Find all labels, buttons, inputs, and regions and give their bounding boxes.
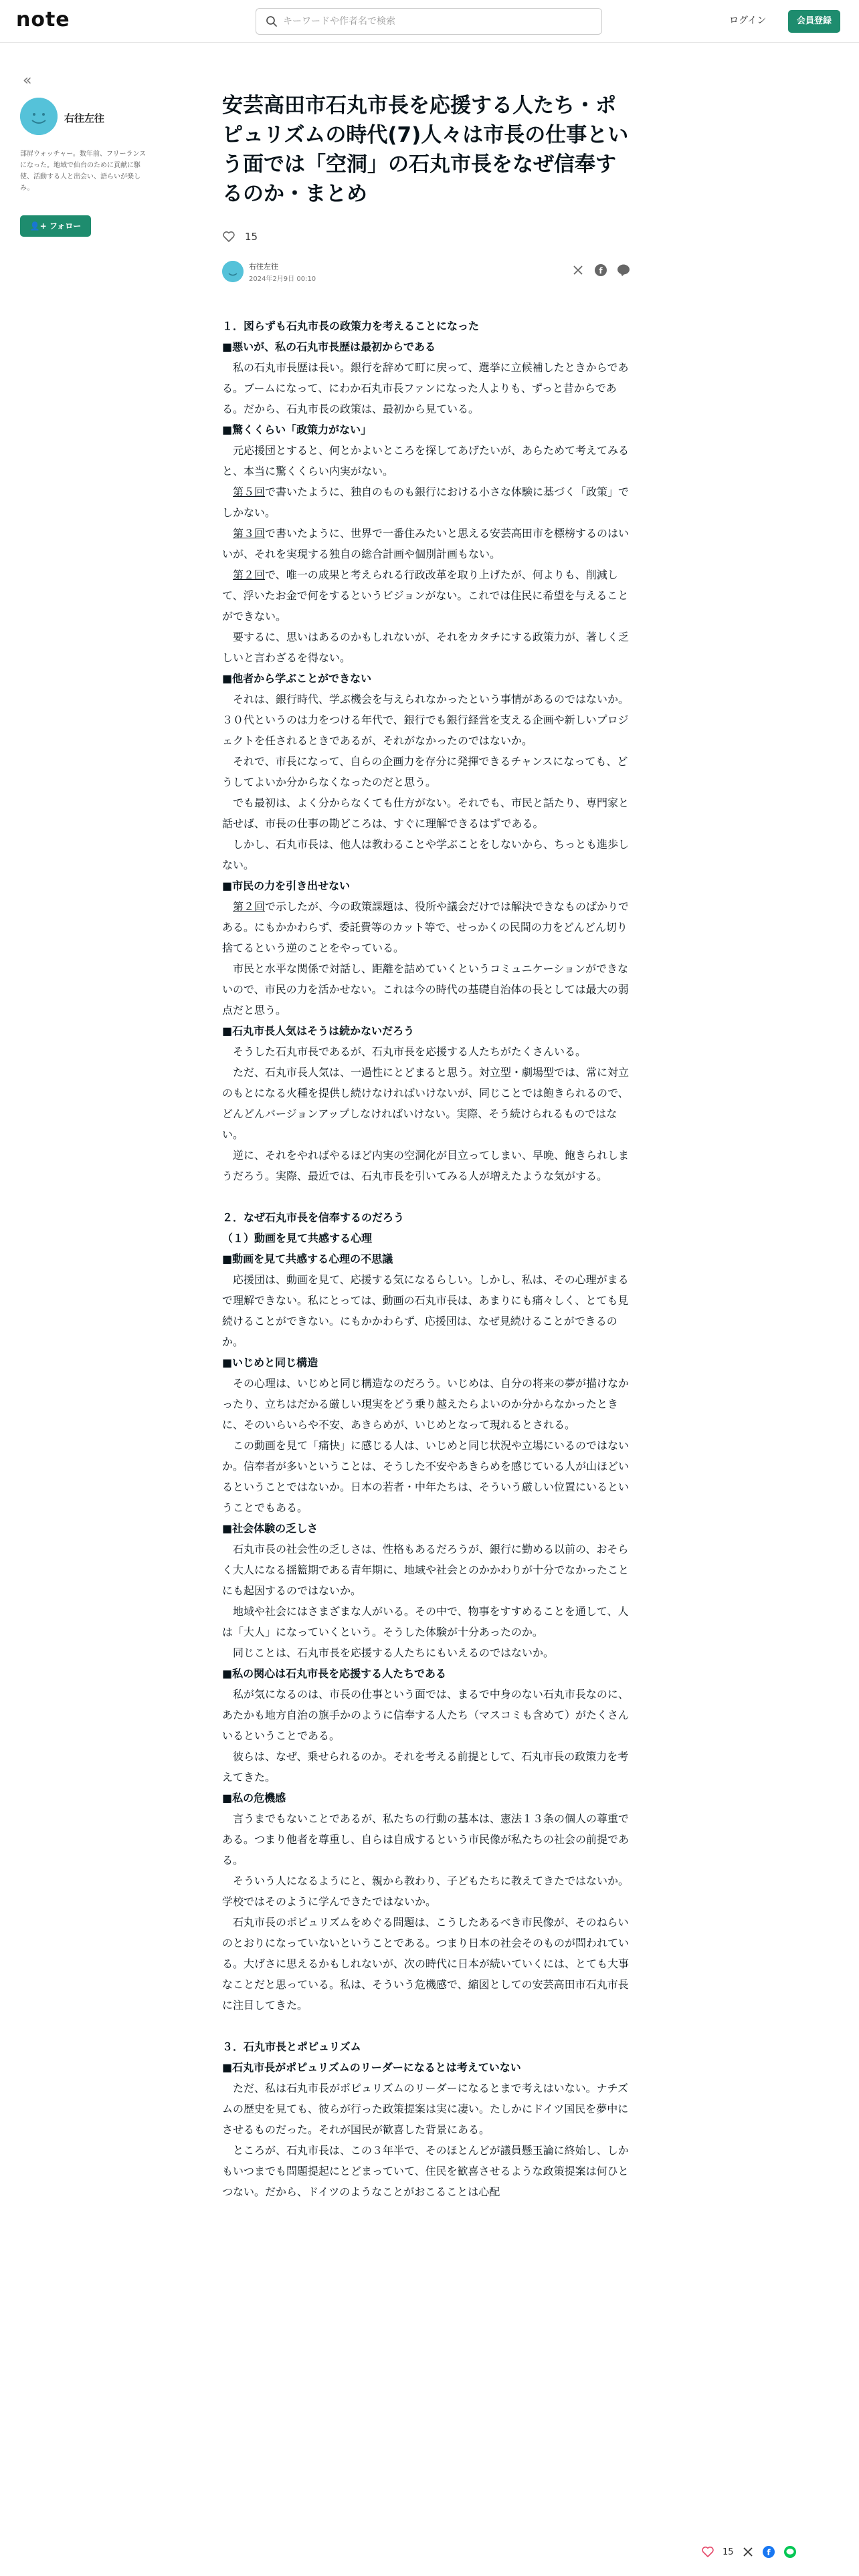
byline — [222, 259, 630, 286]
section-heading: ２．なぜ石丸市長を信奉するのだろう — [222, 1211, 405, 1224]
subsection-heading: ■石丸市長人気はそうは続かないだろう — [222, 1025, 415, 1037]
like-area[interactable] — [222, 229, 630, 245]
facebook-share-icon[interactable] — [594, 263, 607, 277]
subsection-heading: （１）動画を見て共感する心理 — [222, 1232, 373, 1245]
paragraph-text: 逆に、それをやればやるほど内実の空洞化が目立ってしまい、早晩、飽きられしまうだろう。実際、最近では、石丸市長を引いてみる人が増えたような気がする。 — [222, 1149, 630, 1182]
paragraph — [222, 1746, 630, 1788]
search-box[interactable] — [256, 8, 602, 35]
publish-date: 2024年2月9日 00:10 — [249, 276, 316, 283]
paragraph — [222, 2140, 630, 2202]
search-input[interactable] — [283, 9, 591, 34]
paragraph — [222, 1041, 630, 1062]
byline-author[interactable]: 右往左往 — [249, 262, 278, 271]
author-bio: 部屏ウォッチャー。数年前、フリーランスになった。地域で仙台のために貢献に駆使、活動する人と出会い、語らいが楽しみ。 — [20, 150, 147, 192]
login-link[interactable]: ログイン — [729, 15, 767, 26]
article-title: 安芸高田市石丸市長を応援する人たち・ポピュリズムの時代(7)人々は市長の仕事という面では「空洞」の石丸市長をなぜ信奉するのか・まとめ — [222, 94, 629, 206]
subsection-heading: ■私の危機感 — [222, 1792, 286, 1804]
paragraph — [222, 1808, 630, 1870]
float-line-icon[interactable] — [783, 2545, 797, 2559]
signup-button[interactable]: 会員登録 — [788, 10, 840, 33]
paragraph — [222, 357, 630, 419]
paragraph-text: 応援団は、動画を見て、応援する気になるらしい。しかし、私は、その心理がまるで理解できない。私にとっては、動画の石丸市長は、あまりにも痛々しく、とても見続けることができない。にもかかわらず、応援団は、なぜ見続けることができるのか。 — [222, 1273, 629, 1348]
float-x-icon[interactable] — [742, 2546, 754, 2558]
search-icon — [266, 15, 278, 27]
paragraph — [222, 2078, 630, 2140]
share-buttons — [571, 263, 630, 277]
svg-text:f: f — [599, 266, 603, 276]
paragraph-text: そうした石丸市長であるが、石丸市長を応援する人たちがたくさんいる。 — [233, 1045, 587, 1058]
subsection-heading: ■他者から学ぶことができない — [222, 672, 372, 685]
paragraph-text: 言うまでもないことであるが、私たちの行動の基本は、憲法１３条の個人の尊重である。つまり他者を尊重し、自らは自成するという市民像が私たちの社会の前提である。 — [222, 1812, 630, 1866]
float-facebook-icon[interactable] — [762, 2545, 775, 2559]
paragraph — [222, 1601, 630, 1642]
paragraph — [222, 564, 630, 627]
floating-action-bar — [701, 2540, 848, 2564]
subsection-heading: ■社会体験の乏しさ — [222, 1522, 318, 1535]
paragraph-text: 私の石丸市長歴は長い。銀行を辞めて町に戻って、選挙に立候補したときからである。ブームになって、にわか石丸市長ファンになった人よりも、ずっと昔からである。だから、石丸市長の政策は、最初から見ている。 — [222, 361, 629, 415]
line-share-icon[interactable] — [617, 263, 630, 277]
paragraph — [222, 689, 630, 751]
paragraph-text: 石丸市長のポピュリズムをめぐる問題は、こうしたあるべき市民像が、そのねらいのとおりになっていないということである。つまり日本の社会そのものが問われている。大げさに思えるかもしれないが、次の時代に日本が続いていくには、とても大事なことだと思っている。私は、そういう危機感で、縮図としての安芸高田市石丸市長に注目してきた。 — [222, 1916, 630, 2012]
paragraph — [222, 1145, 630, 1186]
paragraph — [222, 792, 630, 834]
paragraph-text: その心理は、いじめと同じ構造なのだろう。いじめは、自分の将来の夢が描けなかったり、立ちはだかる厳しい現実をどう乗り越えたらよいのか分からなかったときに、そのいらいらや不安、あきらめが、いじめとなって現れるとされる。 — [222, 1377, 630, 1431]
paragraph-text: それで、市長になって、自らの企画力を存分に発揮できるチャンスになっても、どうしてよいか分からなくなったのだと思う。 — [222, 755, 628, 788]
subsection-heading: ■私の関心は石丸市長を応援する人たちである — [222, 1667, 446, 1680]
paragraph — [222, 1912, 630, 2016]
article — [222, 91, 630, 2202]
article-link[interactable]: 第３回 — [233, 527, 266, 540]
paragraph-text: でも最初は、よく分からなくても仕方がない。それでも、市民と話たり、専門家と話せば、市長の仕事の勘どころは、すぐに理解できるはずである。 — [222, 796, 630, 830]
paragraph-text: 同じことは、石丸市長を応援する人たちにもいえるのではないか。 — [233, 1646, 555, 1659]
paragraph-text: ただ、石丸市長人気は、一過性にとどまると思う。対立型・劇場型では、常に対立のもとになる火種を提供し続けなければいけないが、同じことでは飽きられるので、どんどんバージョンアップしなければいけない。実際、そう続けられるものではない。 — [222, 1066, 630, 1141]
byline-avatar[interactable] — [222, 261, 244, 282]
paragraph-text: しかし、石丸市長は、他人は教わることや学ぶことをしないから、ちっとも進歩しない。 — [222, 838, 630, 871]
subsection-heading: ■いじめと同じ構造 — [222, 1356, 318, 1369]
paragraph — [222, 1062, 630, 1145]
paragraph-text: ただ、私は石丸市長がポピュリズムのリーダーになるとまで考えはいない。ナチズムの歴史を見ても、彼らが行った政策提案は実に凄い。たしかにドイツ国民を夢中にさせるものだった。それが国民が歓喜した背景にある。 — [222, 2082, 629, 2136]
paragraph-text: ところが、石丸市長は、この３年半で、そのほとんどが議員懸玉論に終始し、しかもいつまでも問題提起にとどまっていて、住民を歓喜させるような政策提案は何ひとつない。だから、ドイツのようなことがおこることは心配 — [222, 2144, 629, 2198]
follow-button[interactable] — [20, 215, 91, 237]
follow-label: フォロー — [49, 221, 82, 231]
subsection-heading: ■石丸市長がポピュリズムのリーダーになるとは考えていない — [222, 2061, 521, 2074]
paragraph-text: 彼らは、なぜ、乗せられるのか。それを考える前提として、石丸市長の政策力を考えてきた。 — [222, 1750, 629, 1784]
paragraph-text: 市民と水平な関係で対話し、距離を詰めていくというコミュニケーションができないので、市民の力を活かせない。これは今の時代の基礎自治体の長としては最大の弱点だと思う。 — [222, 962, 629, 1016]
paragraph-text: 私が気になるのは、市長の仕事という面では、まるで中身のない石丸市長なのに、あたかも地方自治の旗手かのように信奉する人たち（マスコミも含めて）がたくさんいるということである。 — [222, 1688, 630, 1742]
subsection-heading: ■動画を見て共感する心理の不思議 — [222, 1253, 393, 1265]
paragraph — [222, 1373, 630, 1435]
paragraph-text: そういう人になるようにと、親から教わり、子どもたちに教えてきたではないか。学校ではそのように学んできたではないか。 — [222, 1874, 630, 1908]
subsection-heading: ■市民の力を引き出せない — [222, 879, 351, 892]
paragraph — [222, 1435, 630, 1518]
top-navigation-bar — [0, 0, 859, 43]
paragraph-text: 要するに、思いはあるのかもしれないが、それをカタチにする政策力が、著しく乏しいと言わざるを得ない。 — [222, 631, 630, 664]
paragraph-text: 石丸市長の社会性の乏しさは、性格もあるだろうが、銀行に勤める以前の、おそらく大人になる揺籃期である青年期に、地域や社会とのかかわりが十分でなかったことにも起因するのではないか。 — [222, 1543, 630, 1597]
article-link[interactable]: 第５回 — [233, 486, 266, 498]
person-add-icon: 👤+ — [29, 221, 47, 231]
paragraph — [222, 958, 630, 1021]
subsection-heading: ■悪いが、私の石丸市長歴は最初からである — [222, 340, 436, 353]
paragraph — [222, 627, 630, 668]
note-logo[interactable]: note — [16, 8, 70, 31]
paragraph — [222, 440, 630, 481]
section-spacer — [222, 2016, 630, 2036]
paragraph — [222, 1642, 630, 1663]
paragraph-text: で書いたように、世界で一番住みたいと思える安芸高田市を標榜するのはいいが、それを実現する独自の総合計画や個別計画もない。 — [222, 527, 630, 560]
x-share-icon[interactable] — [571, 263, 585, 277]
section-heading: ３．石丸市長とポピュリズム — [222, 2040, 361, 2053]
float-like-count: 15 — [723, 2547, 734, 2557]
float-heart-icon[interactable] — [701, 2545, 714, 2559]
paragraph — [222, 834, 630, 875]
paragraph-text: で、唯一の成果と考えられる行政改革を取り上げたが、何よりも、削減して、浮いたお金で何をするというビジョンがない。これでは住民に希望を与えることができない。 — [222, 568, 629, 623]
article-link[interactable]: 第２回 — [233, 900, 266, 913]
paragraph — [222, 896, 630, 958]
like-count: 15 — [245, 231, 258, 243]
heart-icon[interactable] — [222, 230, 235, 243]
paragraph — [222, 1684, 630, 1746]
subsection-heading: ■驚くくらい「政策力がない」 — [222, 423, 372, 436]
article-body — [222, 316, 630, 2202]
paragraph-text: で示したが、今の政策課題は、役所や議会だけでは解決できなものばかりである。にもかかわらず、委託費等のカット等で、せっかくの民間の力をどんどん切り捨てるという逆のことをやっている。 — [222, 900, 630, 954]
paragraph-text: それは、銀行時代、学ぶ機会を与えられなかったという事情があるのではないか。３０代というのは力をつける年代で、銀行でも銀行経営を支える企画や新しいプロジェクトを任されるときであるが、それがなかったのではないか。 — [222, 693, 630, 747]
paragraph-text: 地域や社会にはさまざまな人がいる。その中で、物事をすすめることを通して、人は「大人」になっていくという。そうした体験が十分あったのか。 — [222, 1605, 629, 1638]
section-heading: １．図らずも石丸市長の政策力を考えることになった — [222, 320, 480, 332]
paragraph — [222, 1870, 630, 1912]
author-avatar[interactable] — [20, 98, 58, 135]
author-name[interactable]: 右往左往 — [64, 112, 105, 124]
paragraph-text: 元応援団とすると、何とかよいところを探してあげたいが、あらためて考えてみると、本当に驚くくらい内実がない。 — [222, 444, 630, 477]
paragraph — [222, 1269, 630, 1352]
paragraph-text: この動画を見て「痛快」に感じる人は、いじめと同じ状況や立場にいるのではないか。信奉者が多いということは、そうした不安やあきらめを感じている人が山ほどいるということではないか。日本の若者・中年たちは、そういう厳しい位置にいるということでもある。 — [222, 1439, 630, 1514]
collapse-sidebar-icon[interactable]: « — [23, 72, 32, 89]
paragraph — [222, 523, 630, 564]
paragraph — [222, 481, 630, 523]
paragraph — [222, 1539, 630, 1601]
paragraph-text: で書いたように、独自のものも銀行における小さな体験に基づく「政策」でしかない。 — [222, 486, 630, 519]
paragraph — [222, 751, 630, 792]
section-spacer — [222, 1186, 630, 1207]
svg-text:f: f — [766, 2548, 771, 2557]
article-link[interactable]: 第２回 — [233, 568, 266, 581]
